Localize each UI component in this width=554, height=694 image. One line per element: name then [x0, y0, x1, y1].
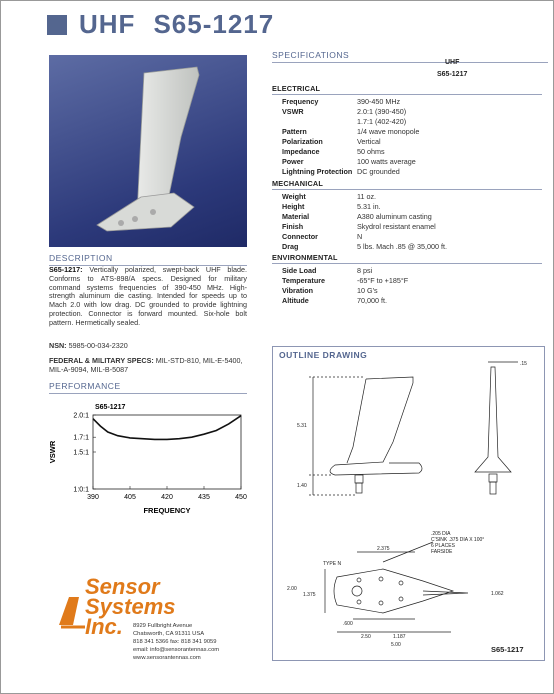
x-tick-label: 405 — [124, 494, 136, 501]
outline-heading: OUTLINE DRAWING — [279, 350, 368, 360]
antenna-blade-image — [49, 55, 247, 247]
header-band: UHF — [79, 9, 136, 39]
spec-row: Frequency 390-450 MHz — [282, 97, 401, 106]
description-lead: S65-1217: — [49, 265, 83, 274]
logo-fin-icon — [57, 595, 87, 635]
description-heading: DESCRIPTION — [49, 253, 247, 266]
dim-places: 6 PLACES — [431, 543, 455, 549]
outline-model-tag: S65-1217 — [491, 645, 524, 654]
y-tick-label: 1.5:1 — [73, 449, 89, 457]
header-square-icon — [47, 15, 67, 35]
dim-csink: C'SINK .375 DIA X 100° — [431, 537, 485, 543]
vswr-series-line — [93, 416, 241, 440]
spec-group-environmental — [272, 253, 542, 305]
spec-group-title: ELECTRICAL — [272, 84, 321, 93]
spec-row: Power 100 watts average — [282, 157, 416, 166]
spec-row: Height 5.31 in. — [282, 202, 381, 211]
spec-row: Pattern 1/4 wave monopole — [282, 127, 420, 136]
dim-height: 5.31 — [297, 423, 307, 429]
page-header — [47, 9, 274, 40]
chart-frame — [93, 415, 241, 489]
dim-type-n: TYPE N — [323, 561, 342, 567]
spec-row: Lightning Protection DC grounded — [282, 167, 400, 176]
x-axis-label: FREQUENCY — [143, 506, 191, 515]
dim-250: 2.50 — [361, 634, 371, 640]
nsn-line — [49, 341, 128, 350]
spec-row: Connector N — [282, 232, 363, 241]
nsn-label: NSN: — [49, 341, 67, 350]
dim-1187: 1.187 — [393, 634, 406, 640]
specifications-heading: SPECIFICATIONS — [272, 50, 548, 63]
dim-600: .600 — [343, 621, 353, 627]
dim-2375: 2.375 — [377, 546, 390, 552]
header-model: S65-1217 — [153, 9, 275, 39]
nsn-value: 5985-00-034-2320 — [66, 341, 128, 350]
spec-row: Side Load 8 psi — [282, 266, 373, 275]
x-tick-label: 435 — [198, 494, 210, 501]
y-tick-label: 1:0:1 — [73, 486, 89, 494]
y-tick-label: 1.7:1 — [73, 434, 89, 442]
chart-title: S65-1217 — [95, 404, 126, 411]
spec-row: 1.7:1 (402-420) — [357, 117, 407, 126]
fed-mil-value: MIL-STD-810, MIL-E-5400, MIL-A-9094, MIL-B-5087 — [49, 356, 243, 374]
spec-row: Impedance 50 ohms — [282, 147, 385, 156]
company-address: 8929 Fullbright Avenue Chatsworth, CA 91311 USA 818 341 5366 fax: 818 341 9059 email: info@sensorantennas.com www.sensorantennas.com — [133, 623, 220, 661]
logo-word-systems: Systems — [85, 594, 176, 619]
product-photo — [49, 55, 247, 247]
dim-1375: 1.375 — [303, 592, 316, 598]
description-body: Vertically polarized, swept-back UHF blade. Conforms to ATS-898/A specs. Designed for military command systems frequencies of 390-450 MHz. High-strength aluminum die casting. Intended for speeds up to Mach 2.0 with low drag. DC grounded to provide lightning protection. Connector is forward mounted. Six-hole bolt pattern. Hermetically sealed. — [49, 265, 247, 327]
logo-word-inc: Inc. — [85, 614, 123, 639]
description-text — [49, 266, 247, 328]
spec-row: Altitude 70,000 ft. — [282, 296, 387, 305]
spec-column-model: S65-1217 — [437, 71, 468, 78]
fed-mil-label: FEDERAL & MILITARY SPECS: — [49, 356, 154, 365]
x-tick-label: 420 — [161, 494, 173, 501]
spec-row: VSWR 2.0:1 (390-450) — [282, 107, 407, 116]
spec-group-title: MECHANICAL — [272, 179, 324, 188]
dim-length: 5.00 — [391, 642, 401, 648]
x-tick-label: 390 — [87, 494, 99, 501]
dim-width: 2.00 — [287, 586, 297, 592]
spec-column-band: UHF — [445, 59, 460, 66]
logo-word-sensor: Sensor — [85, 574, 160, 599]
spec-group-electrical — [272, 84, 542, 176]
spec-row: Drag 5 lbs. Mach .85 @ 35,000 ft. — [282, 242, 448, 251]
y-axis-label: VSWR — [48, 440, 57, 464]
spec-row: Weight 11 oz. — [282, 192, 377, 201]
fed-mil-specs — [49, 356, 247, 374]
y-tick-label: 2.0:1 — [73, 412, 89, 420]
spec-group-title: ENVIRONMENTAL — [272, 253, 338, 262]
spec-row: Vibration 10 G's — [282, 286, 378, 295]
dim-farside: FARSIDE — [431, 549, 453, 555]
spec-row: Finish Skydrol resistant enamel — [282, 222, 436, 231]
dim-tip: .15 — [520, 361, 527, 367]
x-tick-label: 450 — [235, 494, 247, 501]
dim-1062: 1.062 — [491, 591, 504, 597]
spec-group-mechanical — [272, 179, 542, 251]
spec-row: Material A380 aluminum casting — [282, 212, 432, 221]
dim-hole-dia: .205 DIA — [431, 531, 451, 537]
spec-row: Polarization Vertical — [282, 137, 381, 146]
dim-connector: 1.40 — [297, 483, 307, 489]
spec-row: Temperature -65°F to +185°F — [282, 276, 409, 285]
vswr-chart — [41, 393, 256, 523]
performance-heading: PERFORMANCE — [49, 381, 247, 394]
outline-drawing — [273, 347, 544, 660]
